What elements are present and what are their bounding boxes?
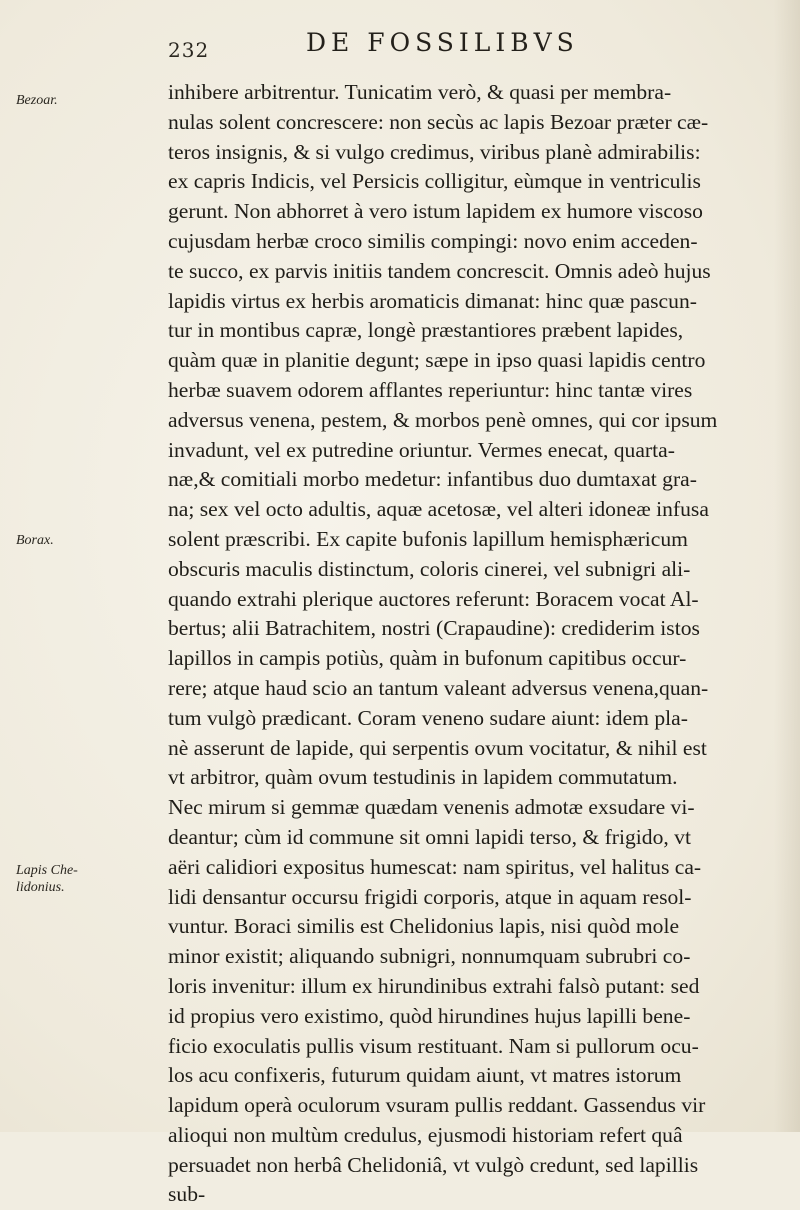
marginal-note-bezoar: Bezoar. [16,93,58,108]
text-line: sub- [168,1182,206,1207]
text-line: aëri calidiori expositus humescat: nam spiritus, vel halitus ca- [168,854,702,879]
text-line: na; sex vel octo adultis, aquæ acetosæ, vel alteri idoneæ infusa [168,497,709,522]
text-line: gerunt. Non abhorret à vero istum lapidem ex humore viscoso [168,199,703,224]
text-line: loris invenitur: illum ex hirundinibus extrahi falsò putant: sed [168,973,700,998]
text-line: nulas solent concrescere: non secùs ac lapis Bezoar præter cæ- [168,109,709,134]
text-line: vt arbitror, quàm ovum testudinis in lapidem commutatum. [168,765,678,790]
text-line: teros insignis, & si vulgo credimus, viribus planè admirabilis: [168,139,701,164]
text-line: cujusdam herbæ croco similis compingi: novo enim acceden- [168,228,698,253]
text-line: Nec mirum si gemmæ quædam venenis admotæ exsudare vi- [168,795,695,820]
text-line: næ,& comitiali morbo medetur: infantibus duo dumtaxat gra- [168,467,697,492]
text-line: nè asserunt de lapide, qui serpentis ovum vocitatur, & nihil est [168,735,707,760]
page-number: 232 [168,38,210,62]
text-line: quàm quæ in planitie degunt; sæpe in ipso quasi lapidis centro [168,348,706,373]
text-line: tur in montibus capræ, longè præstantiores præbent lapides, [168,318,684,343]
text-line: lapidis virtus ex herbis aromaticis dimanat: hinc quæ pascun- [168,288,697,313]
text-line: vuntur. Boraci similis est Chelidonius lapis, nisi quòd mole [168,914,680,939]
text-line: lapidum operà oculorum vsuram pullis reddant. Gassendus vir [168,1093,706,1118]
body-text [168,78,768,1210]
text-line: invadunt, vel ex putredine oriuntur. Vermes enecat, quarta- [168,437,675,462]
text-line: persuadet non herbâ Chelidoniâ, vt vulgò credunt, sed lapillis [168,1152,699,1177]
text-line: deantur; cùm id commune sit omni lapidi terso, & frigido, vt [168,824,691,849]
marginal-note-lapis-chelidonius: Lapis Che- lidonius. [16,863,78,895]
text-line: herbæ suavem odorem afflantes reperiuntur: hinc tantæ vires [168,377,693,402]
text-line: id propius vero existimo, quòd hirundines hujus lapilli bene- [168,1003,691,1028]
text-line: solent præscribi. Ex capite bufonis lapillum hemisphæricum [168,526,688,551]
text-line: lapillos in campis potiùs, quàm in bufonum capitibus occur- [168,646,687,671]
page-edge-shadow [774,0,800,1132]
text-line: ficio exoculatis pullis visum restituant. Nam si pullorum ocu- [168,1033,699,1058]
text-line: te succo, ex parvis initiis tandem concrescit. Omnis adeò hujus [168,258,711,283]
text-line: los acu confixeris, futurum quidam aiunt, vt matres istorum [168,1063,682,1088]
text-line: bertus; alii Batrachitem, nostri (Crapaudine): crediderim istos [168,616,700,641]
text-line: quando extrahi plerique auctores referunt: Boracem vocat Al- [168,586,699,611]
text-line: adversus venena, pestem, & morbos penè omnes, qui cor ipsum [168,407,718,432]
text-line: inhibere arbitrentur. Tunicatim verò, & quasi per membra- [168,80,672,104]
text-line: alioqui non multùm credulus, ejusmodi historiam refert quâ [168,1122,683,1147]
text-line: lidi densantur occursu frigidi corporis, atque in aquam resol- [168,884,692,909]
text-line: rere; atque haud scio an tantum valeant adversus venena,quan- [168,675,709,700]
running-head-title: DE FOSSILIBVS [306,28,579,57]
text-line: tum vulgò prædicant. Coram veneno sudare aiunt: idem pla- [168,705,688,730]
text-line: ex capris Indicis, vel Persicis colligitur, eùmque in ventriculis [168,169,701,194]
marginal-note-borax: Borax. [16,533,54,548]
text-line: minor existit; aliquando subnigri, nonnumquam subrubri co- [168,944,691,969]
text-line: obscuris maculis distinctum, coloris cinerei, vel subnigri ali- [168,556,691,581]
